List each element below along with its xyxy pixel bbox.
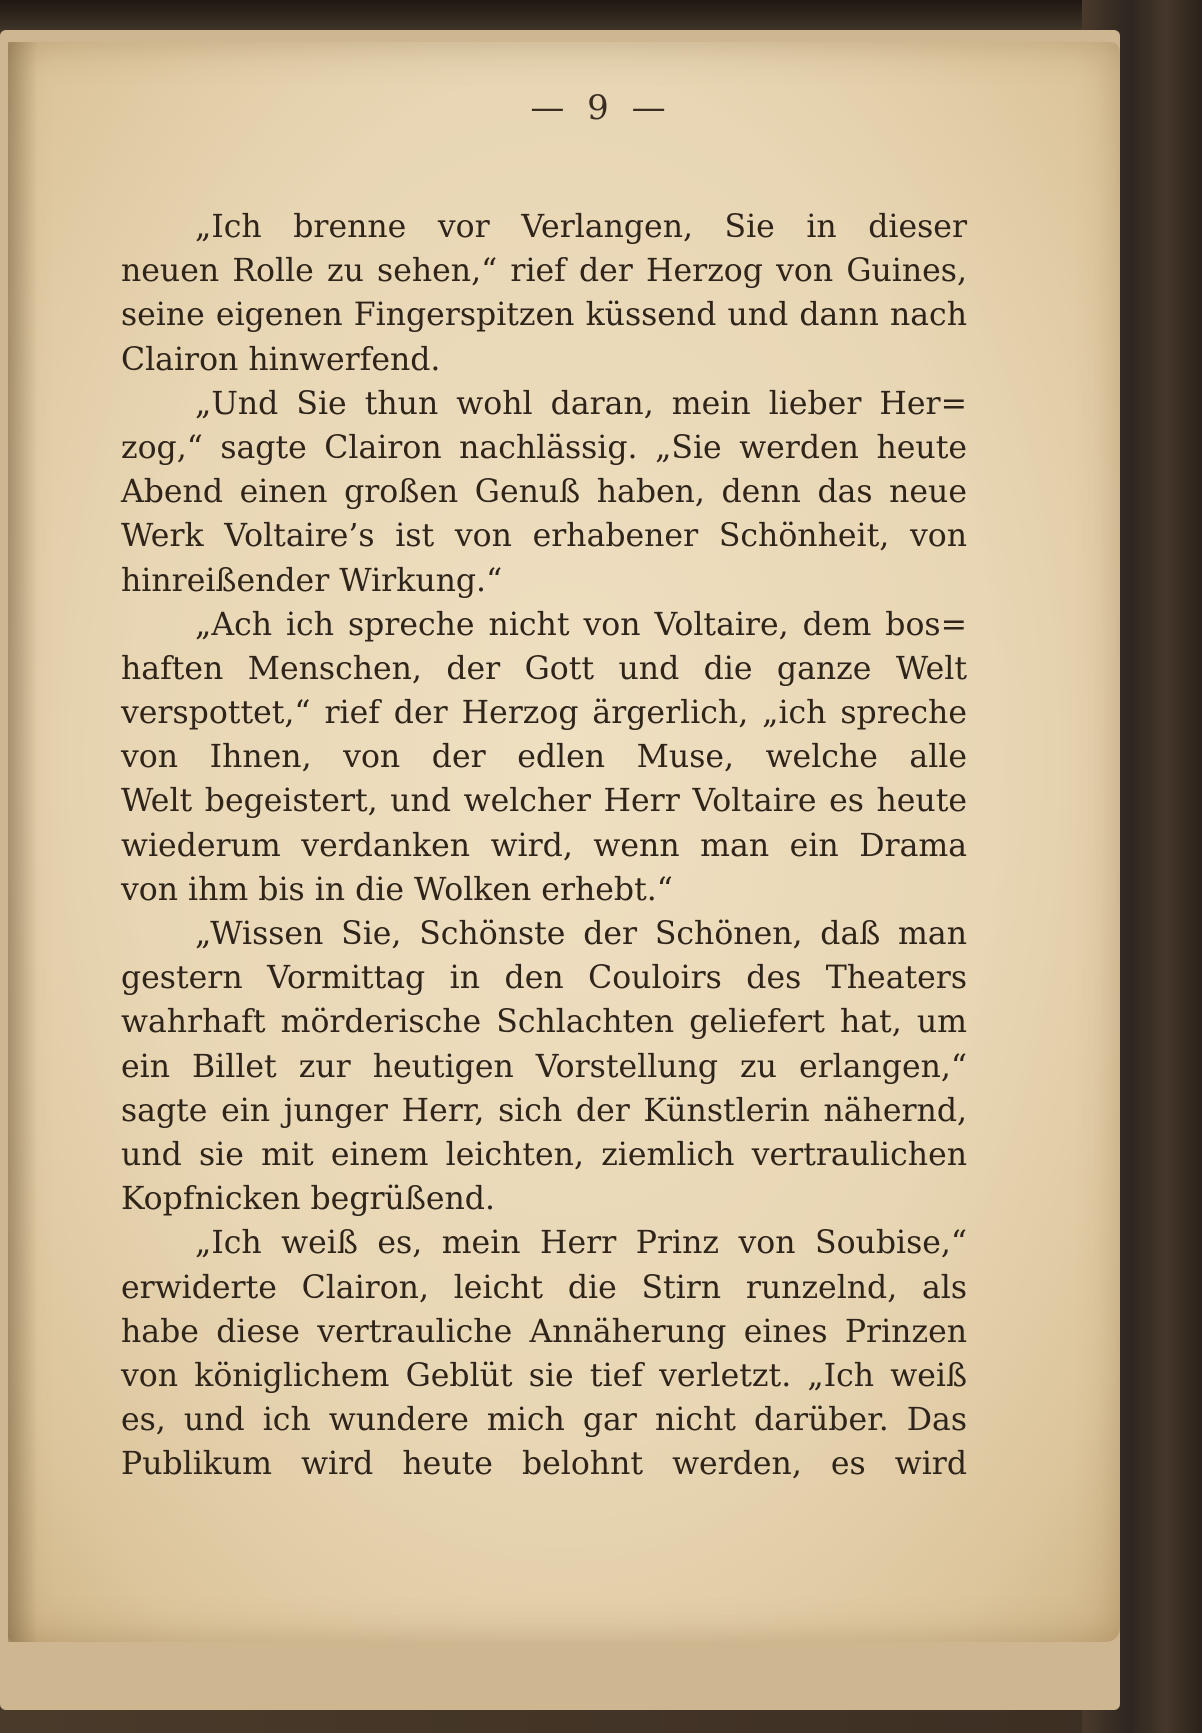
text-line: hinreißender Wirkung.“ [121,562,503,599]
text-line: erwiderte Clairon, leicht die Stirn runzelnd, als [121,1269,967,1306]
text-line: Publikum wird heute belohnt werden, es wird [121,1446,967,1483]
text-line: sagte ein junger Herr, sich der Künstlerin nähernd, [121,1092,967,1129]
text-line: „Ich brenne vor Verlangen, Sie in dieser [195,209,967,245]
text-line: von königlichem Geblüt sie tief verletzt. „Ich weiß [121,1357,967,1394]
text-line: zog,“ sagte Clairon nachlässig. „Sie werden heute [121,429,967,466]
text-line: verspottet,“ rief der Herzog ärgerlich, „ich spreche [121,695,967,732]
text-line: „Ach ich spreche nicht von Voltaire, dem bos= [195,606,967,643]
body-text [121,205,967,1486]
text-line: ein Billet zur heutigen Vorstellung zu erlangen,“ [121,1048,967,1085]
text-line: „Wissen Sie, Schönste der Schönen, daß man [195,916,967,952]
page-number: — 9 — [530,88,672,128]
text-line: Clairon hinwerfend. [121,341,441,378]
text-line: Werk Voltaire’s ist von erhabener Schönheit, von [121,518,967,555]
text-line: haften Menschen, der Gott und die ganze Welt [121,650,967,687]
text-line: und sie mit einem leichten, ziemlich vertraulichen [121,1136,967,1173]
page-gutter-shadow [8,42,38,1642]
text-line: „Und Sie thun wohl daran, mein lieber Her= [195,385,967,422]
text-line: „Ich weiß es, mein Herr Prinz von Soubise,“ [195,1225,967,1262]
text-line: Kopfnicken begrüßend. [121,1181,495,1218]
text-line: von ihm bis in die Wolken erhebt.“ [121,871,673,908]
text-line: es, und ich wundere mich gar nicht darüber. Das [121,1402,967,1439]
text-line: wahrhaft mörderische Schlachten geliefert hat, um [121,1004,967,1041]
text-line: wiederum verdanken wird, wenn man ein Drama [121,827,967,864]
text-line: seine eigenen Fingerspitzen küssend und dann nach [121,297,967,334]
text-line: neuen Rolle zu sehen,“ rief der Herzog von Guines, [121,253,967,290]
text-line: Abend einen großen Genuß haben, denn das neue [121,474,967,511]
text-line: gestern Vormittag in den Couloirs des Theaters [121,960,967,997]
text-line: habe diese vertrauliche Annäherung eines Prinzen [121,1313,967,1350]
text-line: Welt begeistert, und welcher Herr Voltaire es heute [121,783,967,820]
text-line: von Ihnen, von der edlen Muse, welche alle [121,739,967,776]
